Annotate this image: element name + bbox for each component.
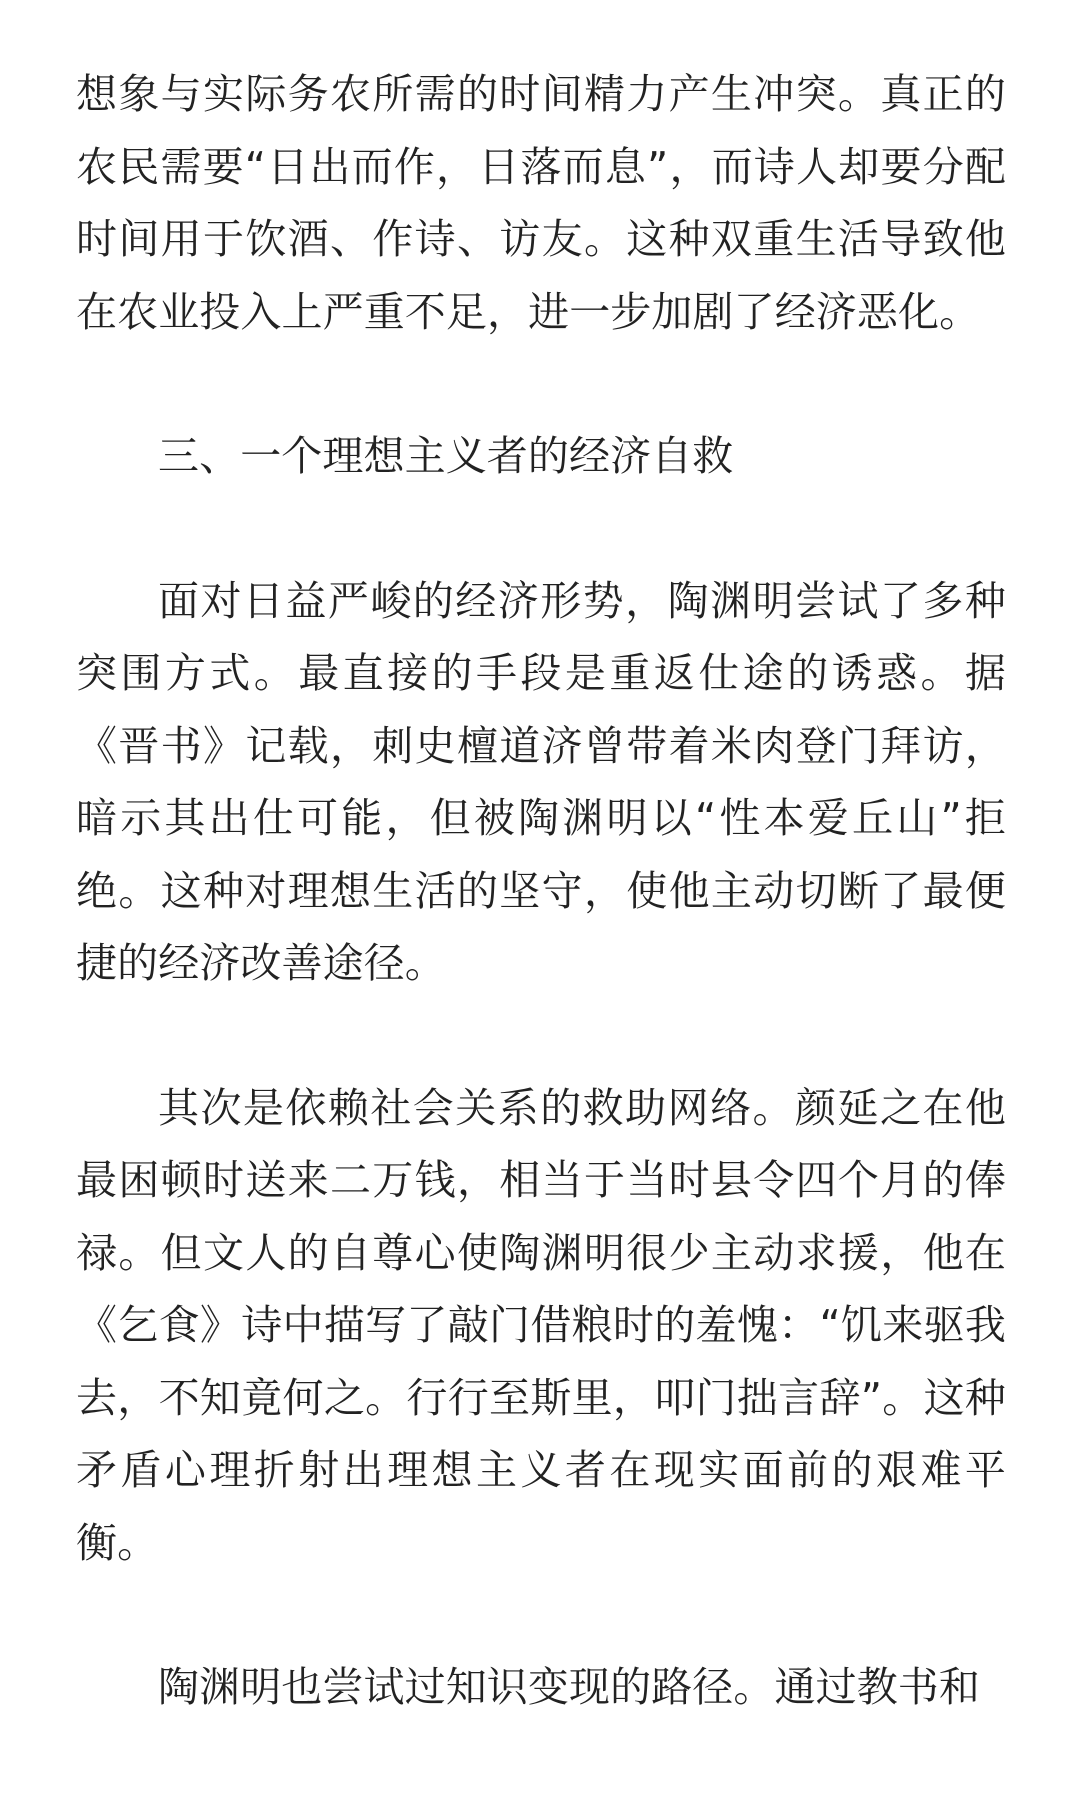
paragraph: 面对日益严峻的经济形势，陶渊明尝试了多种突围方式。最直接的手段是重返仕途的诱惑。据《晋书》记载，刺史檀道济曾带着米肉登门拜访，暗示其出仕可能，但被陶渊明以“性本爱丘山”拒绝。这种对理想生活的坚守，使他主动切断了最便捷的经济改善途径。 [76, 576, 1006, 987]
section-heading: 三、一个理想主义者的经济自救 [158, 432, 734, 480]
paragraph: 陶渊明也尝试过知识变现的路径。通过教书和 [158, 1663, 980, 1711]
paragraph: 其次是依赖社会关系的救助网络。颜延之在他最困顿时送来二万钱，相当于当时县令四个月的俸禄。但文人的自尊心使陶渊明很少主动求援，他在《乞食》诗中描写了敲门借粮时的羞愧：“饥来驱我去，不知竟何之。行行至斯里，叩门拙言辞”。这种矛盾心理折射出理想主义者在现实面前的艰难平衡。 [76, 1083, 1006, 1567]
article-body [76, 58, 1006, 1724]
paragraph-continued: 想象与实际务农所需的时间精力产生冲突。真正的农民需要“日出而作，日落而息”，而诗人却要分配时间用于饮酒、作诗、访友。这种双重生活导致他在农业投入上严重不足，进一步加剧了经济恶化。 [76, 70, 1006, 336]
